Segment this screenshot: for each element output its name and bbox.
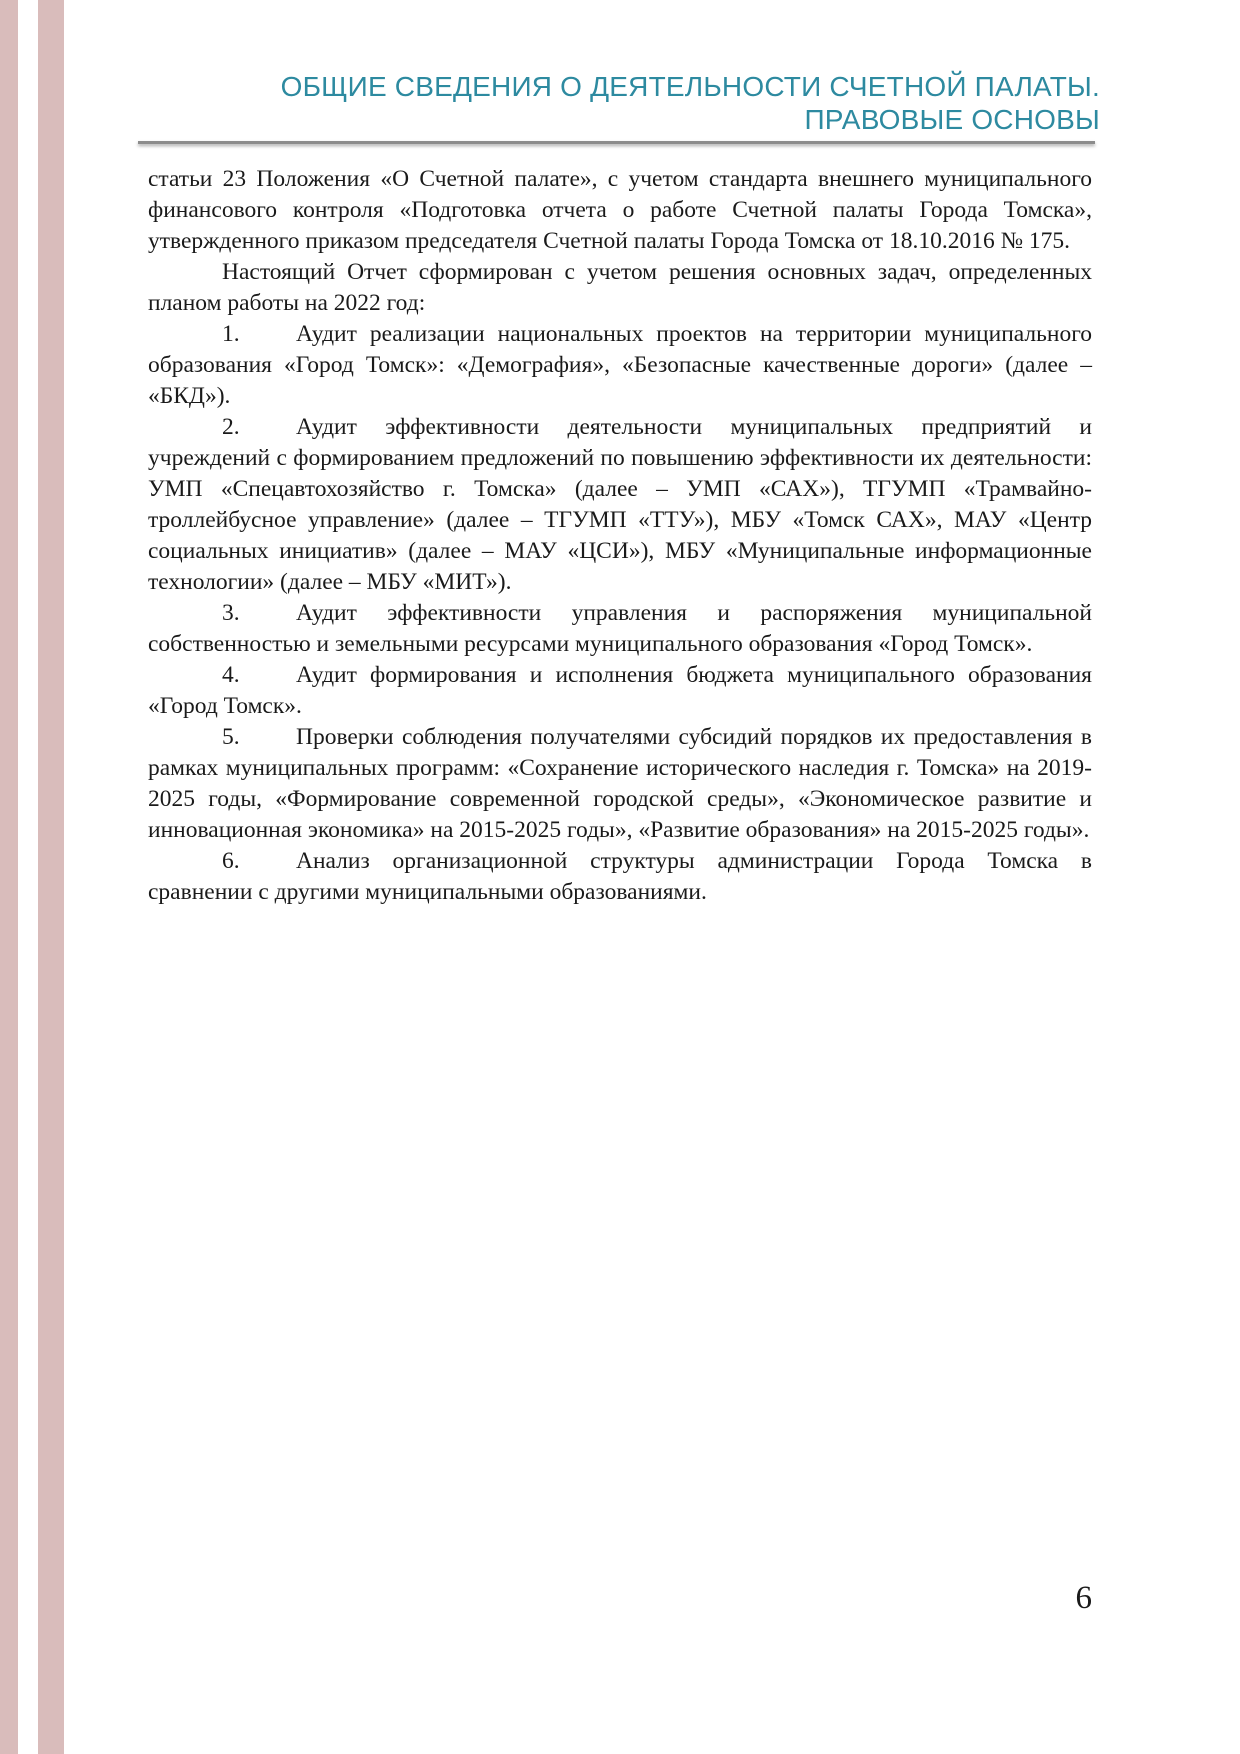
decorative-band-gap	[18, 0, 38, 1754]
list-item-number: 4.	[222, 662, 240, 688]
running-header	[200, 70, 1100, 136]
list-item	[148, 412, 1092, 598]
list-item-number: 5.	[222, 724, 240, 750]
header-rule	[138, 141, 1095, 144]
list-item-number: 6.	[222, 848, 240, 874]
paragraph-continuation: статьи 23 Положения «О Счетной палате», с учетом стандарта внешнего муниципального финансового контроля «Подготовка отчета о работе Счетной палаты Города Томска», утвержденного приказом председателя Счетной палаты Города Томска от 18.10.2016 № 175.	[148, 166, 1092, 254]
list-item-number: 1.	[222, 321, 240, 347]
list-item-text: Аудит формирования и исполнения бюджета муниципального образования «Город Томск».	[148, 662, 1092, 719]
document-body	[148, 164, 1092, 908]
decorative-band-left	[0, 0, 18, 1754]
page-number: 6	[1075, 1580, 1092, 1616]
list-item	[148, 319, 1092, 412]
list-item-text: Аудит реализации национальных проектов на территории муниципального образования «Город Томск»: «Демография», «Безопасные качественные дороги» (далее – «БКД»).	[148, 321, 1092, 409]
list-item	[148, 722, 1092, 846]
decorative-band-main	[38, 0, 64, 1754]
header-line-1: ОБЩИЕ СВЕДЕНИЯ О ДЕЯТЕЛЬНОСТИ СЧЕТНОЙ ПАЛАТЫ.	[280, 71, 1100, 102]
list-item	[148, 846, 1092, 908]
list-item-number: 3.	[222, 600, 240, 626]
list-item-text: Анализ организационной структуры администрации Города Томска в сравнении с другими муниципальными образованиями.	[148, 848, 1092, 905]
list-item-number: 2.	[222, 414, 240, 440]
list-item-text: Проверки соблюдения получателями субсидий порядков их предоставления в рамках муниципальных программ: «Сохранение исторического наследия г. Томска» на 2019-2025 годы, «Формирование современной городской среды», «Экономическое развитие и инновационная экономика» на 2015-2025 годы», «Развитие образования» на 2015-2025 годы».	[148, 724, 1092, 843]
list-item	[148, 660, 1092, 722]
list-item-text: Аудит эффективности управления и распоряжения муниципальной собственностью и земельными ресурсами муниципального образования «Город Томск».	[148, 600, 1092, 657]
header-line-2: ПРАВОВЫЕ ОСНОВЫ	[804, 104, 1100, 135]
paragraph-intro: Настоящий Отчет сформирован с учетом решения основных задач, определенных планом работы на 2022 год:	[148, 259, 1092, 316]
list-item-text: Аудит эффективности деятельности муниципальных предприятий и учреждений с формированием предложений по повышению эффективности их деятельности: УМП «Спецавтохозяйство г. Томска» (далее – УМП «САХ»), ТГУМП «Трамвайно-троллейбусное управление» (далее – ТГУМП «ТТУ»), МБУ «Томск САХ», МАУ «Центр социальных инициатив» (далее – МАУ «ЦСИ»), МБУ «Муниципальные информационные технологии» (далее – МБУ «МИТ»).	[148, 414, 1092, 595]
list-item	[148, 598, 1092, 660]
